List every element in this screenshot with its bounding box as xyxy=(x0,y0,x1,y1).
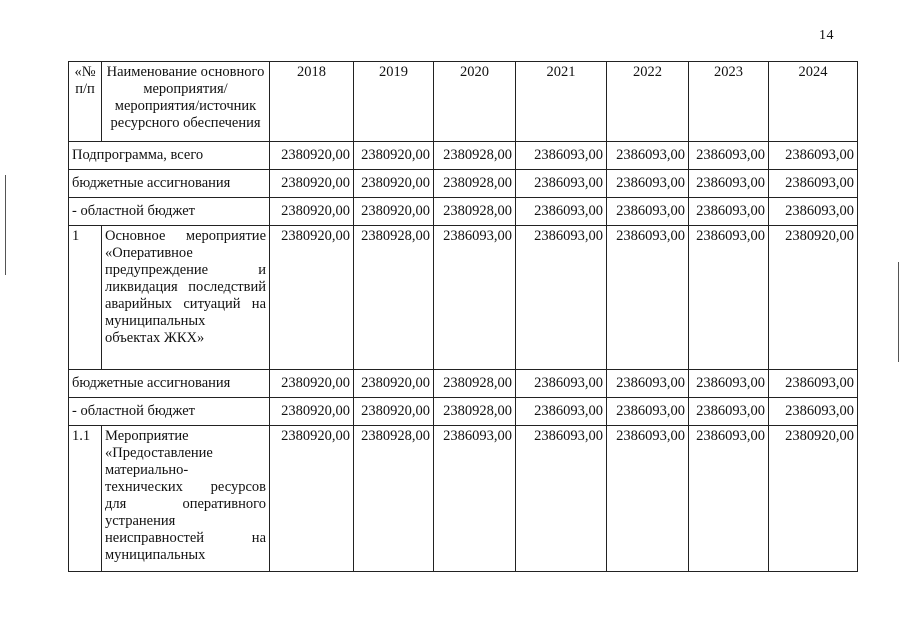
table-cell: 2386093,00 xyxy=(607,142,689,170)
table-cell: 2380920,00 xyxy=(270,398,354,426)
table-cell: 2380928,00 xyxy=(354,426,434,572)
table-cell: 2386093,00 xyxy=(607,170,689,198)
table-cell: 2380920,00 xyxy=(270,170,354,198)
table-cell: 2386093,00 xyxy=(689,398,769,426)
table-cell: 2380928,00 xyxy=(434,170,516,198)
desc-line: устранения xyxy=(105,513,176,529)
table-cell: 2380920,00 xyxy=(270,198,354,226)
row-description xyxy=(102,226,270,370)
table-cell: 2386093,00 xyxy=(607,426,689,572)
desc-line: Основное мероприятие xyxy=(105,228,266,244)
table-row xyxy=(69,370,858,398)
table-cell: 2380928,00 xyxy=(434,398,516,426)
table-cell: 2386093,00 xyxy=(689,142,769,170)
table-cell: 2386093,00 xyxy=(516,142,607,170)
table-cell: 2386093,00 xyxy=(607,398,689,426)
row-number: 1.1 xyxy=(69,426,102,572)
desc-line: ликвидация последствий xyxy=(105,279,266,295)
desc-line: материально- xyxy=(105,462,189,478)
table-cell: 2380920,00 xyxy=(354,370,434,398)
table-cell: 2380920,00 xyxy=(270,226,354,370)
margin-mark-right xyxy=(898,262,899,362)
budget-table xyxy=(68,61,858,572)
table-cell: 2386093,00 xyxy=(689,370,769,398)
table-cell: 2386093,00 xyxy=(769,142,858,170)
table-cell: 2386093,00 xyxy=(689,226,769,370)
desc-line: для оперативного xyxy=(105,496,266,512)
table-cell: 2386093,00 xyxy=(689,170,769,198)
table-cell: 2380920,00 xyxy=(270,142,354,170)
header-year-2022: 2022 xyxy=(607,62,689,142)
desc-line: аварийных ситуаций на xyxy=(105,296,266,312)
table-cell: 2386093,00 xyxy=(516,426,607,572)
table-cell: 2380928,00 xyxy=(434,370,516,398)
table-cell: 2386093,00 xyxy=(516,198,607,226)
table-cell: 2380928,00 xyxy=(354,226,434,370)
table-row xyxy=(69,426,858,572)
header-year-2019: 2019 xyxy=(354,62,434,142)
desc-line: предупреждение и xyxy=(105,262,266,278)
table-row xyxy=(69,170,858,198)
table-cell: 2380920,00 xyxy=(270,426,354,572)
table-cell: 2380920,00 xyxy=(354,198,434,226)
desc-line: «Предоставление xyxy=(105,445,213,461)
row-label: Подпрограмма, всего xyxy=(69,142,270,170)
table-cell: 2386093,00 xyxy=(769,398,858,426)
table-cell: 2386093,00 xyxy=(516,226,607,370)
margin-mark-left xyxy=(5,175,6,275)
desc-line: муниципальных xyxy=(105,547,206,563)
table-cell: 2386093,00 xyxy=(769,170,858,198)
table-row xyxy=(69,226,858,370)
table-cell: 2380920,00 xyxy=(769,226,858,370)
table-cell: 2386093,00 xyxy=(769,198,858,226)
table-row xyxy=(69,142,858,170)
row-label: бюджетные ассигнования xyxy=(69,170,270,198)
table-row xyxy=(69,198,858,226)
row-label: - областной бюджет xyxy=(69,398,270,426)
table-cell: 2386093,00 xyxy=(434,426,516,572)
table-cell: 2380920,00 xyxy=(354,170,434,198)
header-year-2020: 2020 xyxy=(434,62,516,142)
header-year-2024: 2024 xyxy=(769,62,858,142)
table-cell: 2386093,00 xyxy=(769,370,858,398)
desc-line: объектах ЖКХ» xyxy=(105,330,205,346)
desc-line: муниципальных xyxy=(105,313,206,329)
table-row xyxy=(69,398,858,426)
desc-line: «Оперативное xyxy=(105,245,193,261)
table-cell: 2386093,00 xyxy=(434,226,516,370)
table-cell: 2386093,00 xyxy=(689,426,769,572)
table-cell: 2380920,00 xyxy=(270,370,354,398)
table-cell: 2386093,00 xyxy=(689,198,769,226)
header-year-2018: 2018 xyxy=(270,62,354,142)
row-label: бюджетные ассигнования xyxy=(69,370,270,398)
table-cell: 2386093,00 xyxy=(516,398,607,426)
header-year-2021: 2021 xyxy=(516,62,607,142)
table-header-row xyxy=(69,62,858,142)
table-cell: 2380920,00 xyxy=(769,426,858,572)
table-cell: 2386093,00 xyxy=(607,198,689,226)
desc-line: Мероприятие xyxy=(105,428,189,444)
table-cell: 2380928,00 xyxy=(434,142,516,170)
header-year-2023: 2023 xyxy=(689,62,769,142)
table-cell: 2380920,00 xyxy=(354,398,434,426)
row-label: - областной бюджет xyxy=(69,198,270,226)
header-name: Наименование основного мероприятия/ мероприятия/источник ресурсного обеспечения xyxy=(102,62,270,142)
desc-line: технических ресурсов xyxy=(105,479,266,495)
row-description xyxy=(102,426,270,572)
table-cell: 2386093,00 xyxy=(607,370,689,398)
table-cell: 2386093,00 xyxy=(516,370,607,398)
row-number: 1 xyxy=(69,226,102,370)
table-cell: 2386093,00 xyxy=(516,170,607,198)
table-cell: 2380928,00 xyxy=(434,198,516,226)
table-cell: 2386093,00 xyxy=(607,226,689,370)
table-cell: 2380920,00 xyxy=(354,142,434,170)
desc-line: неисправностей на xyxy=(105,530,266,546)
page-number: 14 xyxy=(819,28,834,43)
header-num: «№ п/п xyxy=(69,62,102,142)
